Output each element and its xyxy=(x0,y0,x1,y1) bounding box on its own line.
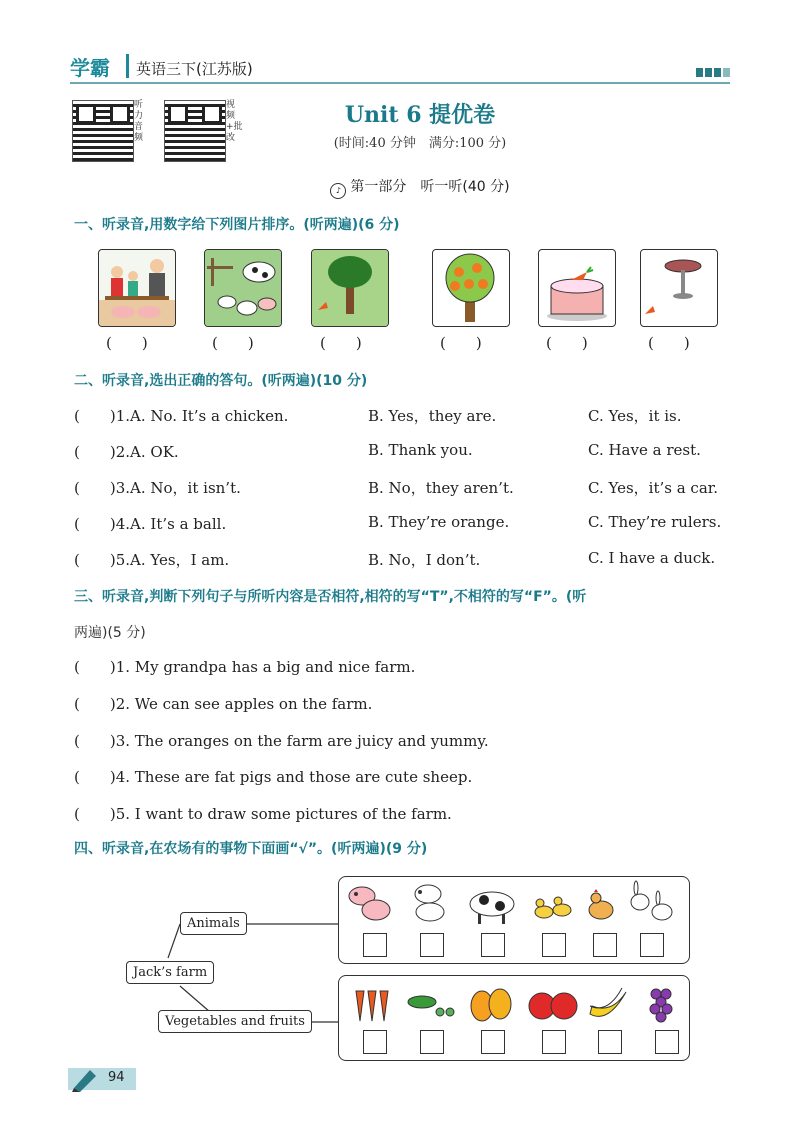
statement-row: ( )3. The oranges on the farm are juicy and yummy. xyxy=(74,732,489,750)
question-row: ( )5.A. Yes，I am. xyxy=(74,551,230,569)
hen-icon xyxy=(586,888,616,924)
answer-blank[interactable]: ( ) xyxy=(74,658,116,676)
section-3-heading-cont: 两遍)(5 分) xyxy=(74,625,146,641)
statement-row: ( )4. These are fat pigs and those are cute sheep. xyxy=(74,768,473,786)
section-1-heading: 一、听录音,用数字给下列图片排序。(听两遍)(6 分) xyxy=(74,217,400,233)
apples-icon xyxy=(526,986,580,1024)
question-row: ( )1.A. No. It’s a chicken. xyxy=(74,407,289,425)
node-animals: Animals xyxy=(180,912,247,935)
question-row: ( )3.A. No，it isn’t. xyxy=(74,479,241,497)
answer-blank[interactable]: ( ) xyxy=(74,551,116,569)
carrots-icon xyxy=(352,985,396,1025)
answer-blank[interactable]: ( ) xyxy=(74,732,116,750)
cow-icon xyxy=(464,886,522,926)
answer-blank[interactable]: ( ) xyxy=(74,805,116,823)
page-title: Unit 6 提优卷 xyxy=(344,102,496,128)
pencil-icon xyxy=(70,1066,98,1092)
question-row: ( )2.A. OK. xyxy=(74,443,179,461)
answer-blank[interactable]: ( ) xyxy=(74,515,116,533)
peas-icon xyxy=(406,988,458,1022)
answer-blank[interactable]: ( ) xyxy=(106,334,148,352)
pigs-icon xyxy=(344,882,396,924)
header-rule xyxy=(70,82,730,84)
qr-label-video: 视频+批改 xyxy=(226,100,243,143)
checkbox[interactable] xyxy=(363,933,387,957)
option-b: B. Thank you. xyxy=(368,441,473,459)
checkbox[interactable] xyxy=(481,933,505,957)
farm-animals-icon xyxy=(204,249,282,327)
checkbox[interactable] xyxy=(420,1030,444,1054)
bananas-icon xyxy=(586,984,630,1024)
qr-label-audio: 听力音频 xyxy=(134,100,144,143)
checkbox[interactable] xyxy=(420,933,444,957)
option-b: B. No，they aren’t. xyxy=(368,479,514,497)
answer-blank[interactable]: ( ) xyxy=(648,334,690,352)
answer-blank[interactable]: ( ) xyxy=(440,334,482,352)
qr-code-video-icon[interactable] xyxy=(164,100,226,162)
checkbox[interactable] xyxy=(542,933,566,957)
node-vegetables-fruits: Vegetables and fruits xyxy=(158,1010,312,1033)
ducks-icon xyxy=(532,892,574,922)
tree-carrot-icon xyxy=(311,249,389,327)
answer-blank[interactable]: ( ) xyxy=(74,479,116,497)
orange-tree-icon xyxy=(432,249,510,327)
option-b: B. Yes，they are. xyxy=(368,407,497,425)
statement-row: ( )5. I want to draw some pictures of the farm. xyxy=(74,805,452,823)
brand-logo: 学霸 xyxy=(70,56,110,80)
option-c: C. I have a duck. xyxy=(588,549,716,567)
answer-blank[interactable]: ( ) xyxy=(74,768,116,786)
checkbox[interactable] xyxy=(640,933,664,957)
checkbox[interactable] xyxy=(655,1030,679,1054)
headphone-icon: ♪ xyxy=(330,183,346,199)
checkbox[interactable] xyxy=(598,1030,622,1054)
section-2-heading: 二、听录音,选出正确的答句。(听两遍)(10 分) xyxy=(74,373,368,389)
cake-icon xyxy=(538,249,616,327)
part-heading: ♪ 第一部分 听一听(40 分) xyxy=(300,176,540,199)
header-divider xyxy=(126,54,129,78)
checkbox[interactable] xyxy=(363,1030,387,1054)
option-c: C. They’re rulers. xyxy=(588,513,722,531)
answer-blank[interactable]: ( ) xyxy=(212,334,254,352)
answer-blank[interactable]: ( ) xyxy=(74,695,116,713)
sheep-icon xyxy=(406,882,452,924)
option-c: C. Yes，it is. xyxy=(588,407,682,425)
farm-family-icon xyxy=(98,249,176,327)
book-title: 英语三下(江苏版) xyxy=(136,60,253,78)
option-c: C. Have a rest. xyxy=(588,441,701,459)
section-3-heading: 三、听录音,判断下列句子与所听内容是否相符,相符的写“T”,不相符的写“F”。(听 xyxy=(74,589,587,605)
table-carrot-icon xyxy=(640,249,718,327)
question-row: ( )4.A. It’s a ball. xyxy=(74,515,227,533)
answer-blank[interactable]: ( ) xyxy=(320,334,362,352)
checkbox[interactable] xyxy=(481,1030,505,1054)
answer-blank[interactable]: ( ) xyxy=(546,334,588,352)
answer-blank[interactable]: ( ) xyxy=(74,407,116,425)
option-b: B. They’re orange. xyxy=(368,513,510,531)
rabbits-icon xyxy=(626,880,676,924)
option-b: B. No，I don’t. xyxy=(368,551,481,569)
option-c: C. Yes，it’s a car. xyxy=(588,479,719,497)
grapes-icon xyxy=(646,982,678,1026)
qr-code-audio-icon[interactable] xyxy=(72,100,134,162)
page-subtitle: (时间:40 分钟 满分:100 分) xyxy=(333,136,507,151)
answer-blank[interactable]: ( ) xyxy=(74,443,116,461)
page-number: 94 xyxy=(108,1070,125,1085)
node-jacks-farm: Jack’s farm xyxy=(126,961,214,984)
statement-row: ( )2. We can see apples on the farm. xyxy=(74,695,373,713)
header-bars-icon xyxy=(696,62,732,81)
statement-row: ( )1. My grandpa has a big and nice farm. xyxy=(74,658,416,676)
mangoes-icon xyxy=(466,984,516,1024)
checkbox[interactable] xyxy=(593,933,617,957)
section-4-heading: 四、听录音,在农场有的事物下面画“√”。(听两遍)(9 分) xyxy=(74,841,428,857)
checkbox[interactable] xyxy=(542,1030,566,1054)
